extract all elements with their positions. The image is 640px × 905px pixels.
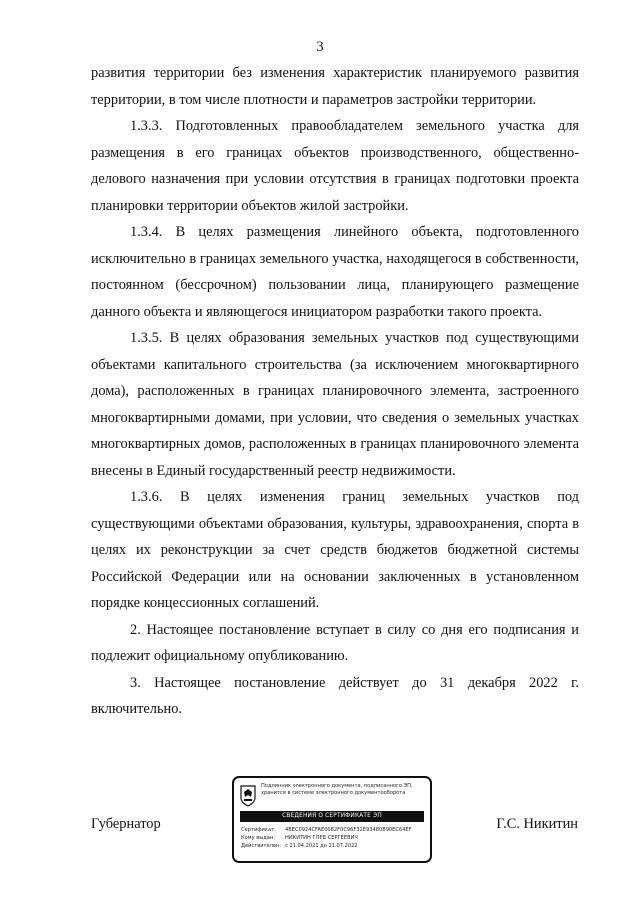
stamp-details — [241, 826, 427, 850]
signer-title: Губернатор — [91, 816, 161, 832]
electronic-signature-stamp — [232, 776, 432, 863]
document-body — [91, 60, 579, 723]
paragraph-2: 2. Настоящее постановление вступает в силу со дня его подписания и подлежит официальному опубликованию. — [91, 621, 579, 664]
signature-block — [0, 776, 640, 866]
paragraph-1-3-6: 1.3.6. В целях изменения границ земельных участков под существующими объектами образования, культуры, здравоохранения, спорта в целях их реконструкции за счет средств бюджетов бюджетной системы Российской Федерации или на основании заключенных в установленном порядке концессионных соглашений. — [91, 489, 579, 611]
page-number: 3 — [316, 39, 324, 55]
validity-label: Действителен: — [241, 843, 282, 849]
coat-of-arms-icon — [240, 785, 256, 807]
certificate-label: Сертификат: — [241, 827, 276, 833]
paragraph-3: 3. Настоящее постановление действует до 31 декабря 2022 г. включительно. — [91, 674, 579, 717]
owner-value: НИКИТИН ГЛЕБ СЕРГЕЕВИЧ — [285, 835, 358, 841]
signer-name: Г.С. Никитин — [496, 816, 578, 832]
paragraph-1-3-4: 1.3.4. В целях размещения линейного объекта, подготовленного исключительно в границах земельного участка, находящегося в собственности, постоянном (бессрочном) пользовании лица, планирующего размещение данного объекта и являющегося инициатором разработки такого проекта. — [91, 224, 579, 320]
validity-value: с 21.04.2021 до 21.07.2022 — [285, 843, 358, 849]
validity-row — [241, 842, 427, 850]
owner-label: Кому выдан: — [241, 835, 275, 841]
stamp-header-band: СВЕДЕНИЯ О СЕРТИФИКАТЕ ЭП — [240, 811, 424, 822]
stamp-info-line: Подлинник электронного документа, подписанного ЭП, — [261, 783, 413, 789]
paragraph-1-3-3: 1.3.3. Подготовленных правообладателем земельного участка для размещения в его границах объектов производственного, общественно-делового назначения при условии отсутствия в границах подготовки проекта планировки территории объектов жилой застройки. — [91, 118, 579, 214]
stamp-info — [261, 783, 429, 796]
paragraph-continuation: развития территории без изменения характеристик планируемого развития территории, в том числе плотности и параметров застройки территории. — [91, 65, 579, 108]
certificate-row — [241, 826, 427, 834]
paragraph-1-3-5: 1.3.5. В целях образования земельных участков под существующими объектами капитального строительства (за исключением многоквартирного дома), расположенных в границах планировочного элемента, застроенного многоквартирными домами, при условии, что сведения о земельных участках многоквартирных домов, расположенных в границах планировочного элемента внесены в Единый государственный реестр недвижимости. — [91, 330, 579, 479]
certificate-value: 4BEC0924CFAE0082F0C96F32E93480B90EC64EF — [285, 827, 412, 833]
stamp-info-line: хранится в системе электронного документооборота — [261, 789, 406, 796]
owner-row — [241, 834, 427, 842]
